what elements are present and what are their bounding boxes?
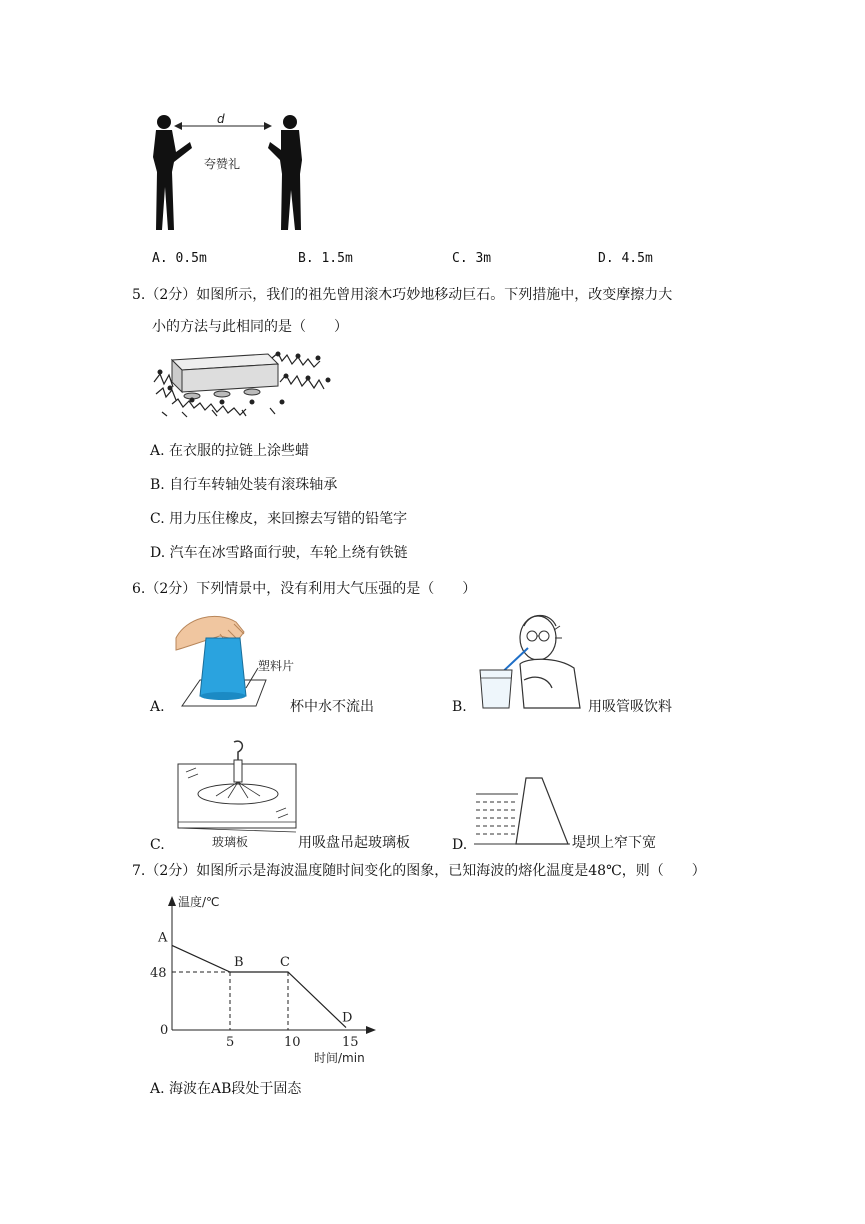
q4-option-d: D. 4.5m — [598, 251, 653, 266]
x-axis-label: 时间/min — [314, 1051, 365, 1065]
glass-plate-label: 玻璃板 — [212, 835, 249, 849]
right-person-silhouette — [268, 115, 302, 230]
y-axis-label: 温度/℃ — [178, 895, 220, 909]
q5-option-d: D. 汽车在冰雪路面行驶，车轮上绕有铁链 — [150, 545, 408, 561]
origin-label: 0 — [160, 1023, 169, 1038]
q6c-figure-suction-cup — [176, 738, 300, 850]
temperature-line — [172, 945, 346, 1027]
q5-stem-line1: 5.（2分）如图所示，我们的祖先曾用滚木巧妙地移动巨石。下列措施中，改变摩擦力大 — [132, 287, 673, 303]
q4-option-b: B. 1.5m — [298, 251, 353, 266]
point-label-D: D — [342, 1010, 353, 1026]
y-axis-arrow — [168, 896, 176, 906]
q5-option-c: C. 用力压住橡皮，来回擦去写错的铅笔字 — [150, 511, 408, 527]
x-tick-10: 10 — [284, 1035, 301, 1050]
q6-option-b-text: 用吸管吸饮料 — [588, 699, 672, 715]
q5-stem-line2: 小的方法与此相同的是（ ） — [152, 319, 348, 335]
x-tick-15: 15 — [342, 1035, 359, 1050]
y-tick-48: 48 — [150, 966, 167, 981]
q7-stem: 7.（2分）如图所示是海波温度随时间变化的图象，已知海波的熔化温度是48℃，则（ ） — [132, 863, 706, 879]
q7-temperature-chart — [150, 890, 390, 1070]
left-person-silhouette — [153, 115, 192, 230]
q6a-figure-cup — [176, 610, 296, 714]
distance-d-label: d — [217, 112, 225, 126]
figure-caption: 夸赞礼 — [204, 157, 241, 171]
q6-option-a-text: 杯中水不流出 — [290, 699, 374, 715]
q5-figure-rolling-stone — [152, 352, 348, 422]
q6-option-b-letter: B. — [452, 699, 467, 715]
q5-option-a: A. 在衣服的拉链上涂些蜡 — [150, 443, 310, 459]
q5-option-b: B. 自行车转轴处装有滚珠轴承 — [150, 477, 338, 493]
q6-option-c-text: 用吸盘吊起玻璃板 — [298, 835, 410, 851]
q4-figure — [150, 112, 320, 234]
point-label-B: B — [234, 955, 244, 970]
q6-option-d-text: 堤坝上窄下宽 — [572, 835, 656, 851]
x-tick-5: 5 — [226, 1035, 235, 1050]
q7-option-a: A. 海波在AB段处于固态 — [150, 1081, 302, 1097]
q6-option-c-letter: C. — [150, 837, 165, 853]
x-axis-arrow — [366, 1026, 376, 1034]
plastic-sheet-label: 塑料片 — [258, 659, 295, 673]
point-label-A: A — [158, 930, 168, 946]
point-label-C: C — [280, 955, 290, 970]
q4-option-c: C. 3m — [452, 251, 492, 266]
q4-option-a: A. 0.5m — [152, 251, 207, 266]
q6-option-d-letter: D. — [452, 837, 468, 853]
q6b-figure-straw — [476, 608, 584, 710]
q6d-figure-dam — [474, 774, 570, 846]
q6-stem: 6.（2分）下列情景中，没有利用大气压强的是（ ） — [132, 581, 477, 597]
q6-option-a-letter: A. — [150, 699, 165, 715]
